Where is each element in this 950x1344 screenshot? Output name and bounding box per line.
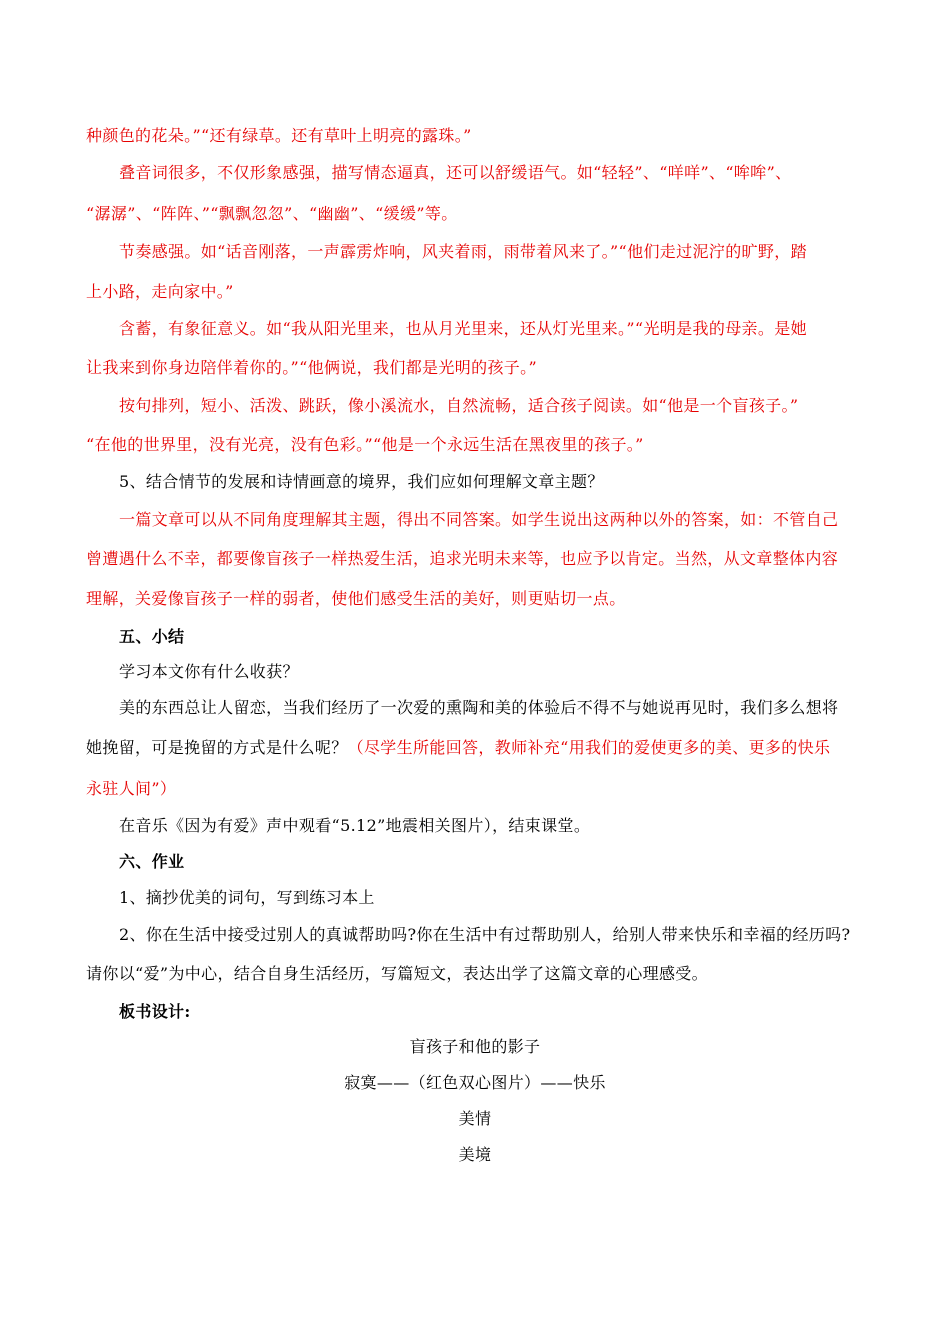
homework-item: 1、摘抄优美的词句，写到练习本上 (119, 888, 375, 907)
board-line: 寂寞——（红色双心图片）——快乐 (344, 1073, 606, 1092)
answer-text-line: “在他的世界里，没有光亮，没有色彩。”“他是一个永远生活在黑夜里的孩子。” (86, 435, 644, 454)
homework-item-continued: 请你以“爱”为中心，结合自身生活经历，写篇短文，表达出学了这篇文章的心理感受。 (86, 964, 709, 983)
body-text-line: 在音乐《因为有爱》声中观看“5.12”地震相关图片），结束课堂。 (119, 816, 591, 835)
board-line: 美情 (458, 1109, 492, 1128)
board-title: 盲孩子和他的影子 (409, 1037, 541, 1056)
body-text-segment: 她挽留，可是挽留的方式是什么呢？ (86, 738, 348, 757)
answer-text-line: 含蓄，有象征意义。如“我从阳光里来，也从月光里来，还从灯光里来。”“光明是我的母亲。是她 (119, 319, 807, 338)
section-heading-summary: 五、小结 (119, 627, 185, 646)
teacher-note-line: 永驻人间”） (86, 779, 177, 798)
answer-text-line: 上小路，走向家中。” (86, 282, 234, 301)
answer-text-line: 叠音词很多，不仅形象感强，描写情态逼真，还可以舒缓语气。如“轻轻”、“咩咩”、“哞哞”、 (119, 163, 792, 182)
answer-text-line: 曾遭遇什么不幸，都要像盲孩子一样热爱生活，追求光明未来等，也应予以肯定。当然，从文章整体内容 (86, 549, 839, 568)
answer-text-line: 一篇文章可以从不同角度理解其主题，得出不同答案。如学生说出这两种以外的答案，如：不管自己 (119, 510, 839, 529)
answer-text-line: 节奏感强。如“话音刚落，一声霹雳炸响，风夹着雨，雨带着风来了。”“他们走过泥泞的旷野，踏 (119, 242, 807, 261)
answer-text-line: 种颜色的花朵。”“还有绿草。还有草叶上明亮的露珠。” (86, 126, 472, 145)
body-text-line: 美的东西总让人留恋，当我们经历了一次爱的熏陶和美的体验后不得不与她说再见时，我们多么想将 (119, 698, 839, 717)
answer-text-line: “潺潺”、“阵阵、”“飘飘忽忽”、“幽幽”、“缓缓”等。 (86, 204, 458, 223)
section-heading-homework: 六、作业 (119, 852, 185, 871)
board-line: 美境 (458, 1145, 492, 1164)
body-text-line: 学习本文你有什么收获？ (119, 662, 299, 681)
question-line: 5、结合情节的发展和诗情画意的境界，我们应如何理解文章主题？ (119, 472, 604, 491)
answer-text-line: 按句排列，短小、活泼、跳跃，像小溪流水，自然流畅，适合孩子阅读。如“他是一个盲孩子。” (119, 396, 799, 415)
board-design-heading: 板书设计: (119, 1002, 191, 1021)
body-text-line (86, 738, 830, 758)
homework-item: 2、你在生活中接受过别人的真诚帮助吗?你在生活中有过帮助别人，给别人带来快乐和幸福的经历吗? (119, 925, 851, 944)
answer-text-line: 让我来到你身边陪伴着你的。”“他俩说，我们都是光明的孩子。” (86, 358, 538, 377)
teacher-note-segment: （尽学生所能回答，教师补充“用我们的爱使更多的美、更多的快乐 (347, 738, 831, 757)
answer-text-line: 理解，关爱像盲孩子一样的弱者，使他们感受生活的美好，则更贴切一点。 (86, 589, 626, 608)
